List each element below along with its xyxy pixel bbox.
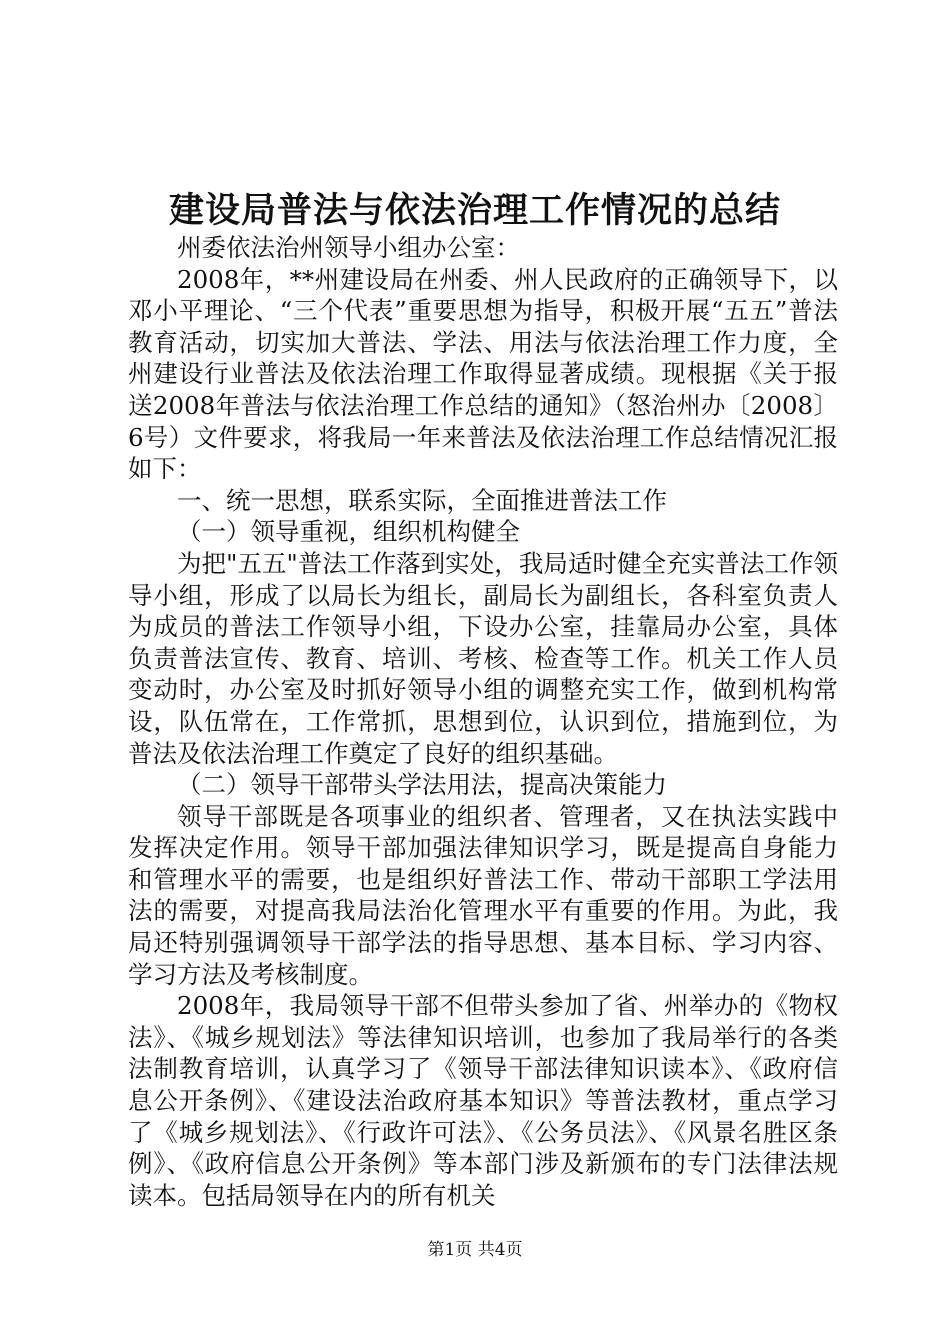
paragraph-organization: 为把"五五"普法工作落到实处，我局适时健全充实普法工作领导小组，形成了以局长为组长，副局长为副组长，各科室负责人为成员的普法工作领导小组，下设办公室，挂靠局办公室，具体负责普法宣传、教育、培训、考核、检查等工作。机关工作人员变动时，办公室及时抓好领导小组的调整充实工作，做到机构常设，队伍常在，工作常抓，思想到位，认识到位，措施到位，为普法及依法治理工作奠定了良好的组织基础。 [128, 548, 838, 768]
subsection-heading-1: （一）领导重视，组织机构健全 [177, 517, 520, 547]
paragraph-leadership: 领导干部既是各项事业的组织者、管理者，又在执法实践中发挥决定作用。领导干部加强法律知识学习，既是提高自身能力和管理水平的需要，也是组织好普法工作、带动干部职工学法用法的需要，对提高我局法治化管理水平有重要的作用。为此，我局还特别强调领导干部学法的指导思想、基本目标、学习内容、学习方法及考核制度。 [128, 801, 838, 989]
paragraph-training: 2008年，我局领导干部不但带头参加了省、州举办的《物权法》、《城乡规划法》等法律知识培训，也参加了我局举行的各类法制教育培训，认真学习了《领导干部法律知识读本》、《政府信息公开条例》、《建设法治政府基本知识》等普法教材，重点学习了《城乡规划法》、《行政许可法》、《公务员法》、《风景名胜区条例》、《政府信息公开条例》等本部门涉及新颁布的专门法律法规读本。包括局领导在内的所有机关 [128, 991, 838, 1210]
document-title: 建设局普法与依法治理工作情况的总结 [168, 190, 781, 231]
document-body [128, 232, 838, 1211]
page-footer: 第1页 共4页 [427, 1240, 523, 1260]
salutation: 州委依法治州领导小组办公室： [177, 233, 520, 262]
paragraph-intro: 2008年，**州建设局在州委、州人民政府的正确领导下，以邓小平理论、“三个代表”重要思想为指导，积极开展“五五”普法教育活动，切实加大普法、学法、用法与依法治理工作力度，全州建设行业普法及依法治理工作取得显著成绩。现根据《关于报送2008年普法与依法治理工作总结的通知》（怒治州办〔2008〕6号）文件要求，将我局一年来普法及依法治理工作总结情况汇报如下： [128, 264, 838, 484]
subsection-heading-2: （二）领导干部带头学法用法，提高决策能力 [177, 770, 667, 800]
section-heading-1: 一、统一思想，联系实际，全面推进普法工作 [177, 485, 667, 515]
